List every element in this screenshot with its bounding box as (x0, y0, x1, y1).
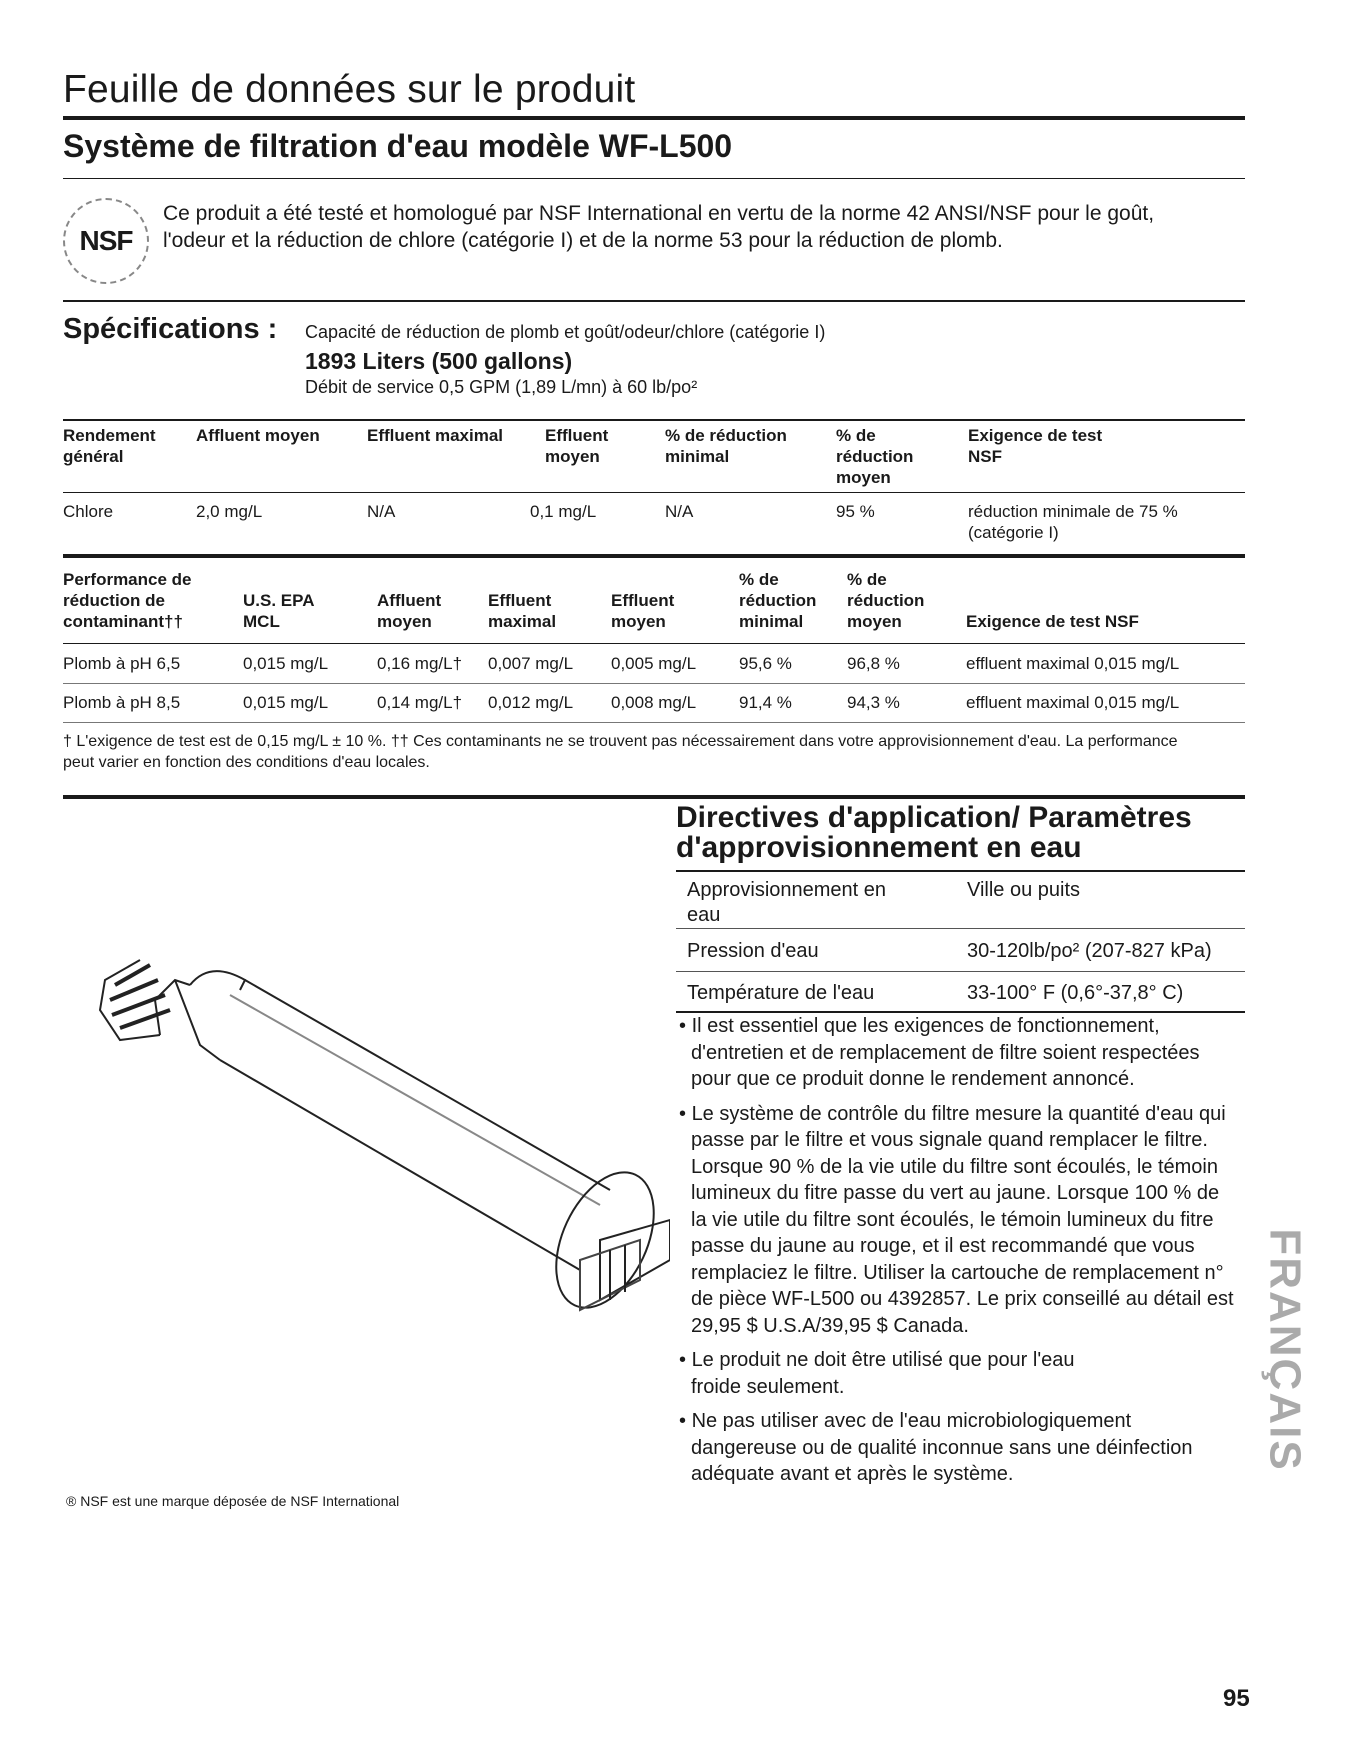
table2-cell: effluent maximal 0,015 mg/L (966, 654, 1180, 673)
table1-header: Effluent moyen (545, 426, 609, 466)
divider (63, 178, 1245, 179)
table2-cell: 94,3 % (847, 693, 900, 712)
section-rule (63, 795, 1245, 799)
param-rule (676, 928, 1245, 929)
table1-header-rule (63, 492, 1245, 493)
table1-cell: 0,1 mg/L (530, 502, 597, 521)
spec-capacity-label: Capacité de réduction de plomb et goût/odeur/chlore (catégorie I) (305, 322, 826, 342)
list-item: • Le système de contrôle du filtre mesure la quantité d'eau qui passe par le filtre et vous signale quand remplacer le filtre. Lorsque 90 % de la vie utile du filtre sont écoulés, le témoin lumineux du fitre passe du vert au jaune. Lorsque 100 % de la vie utile du filtre sont écoulés, le témoin lumineux du fitre passe du jaune au rouge, et il est recommandé que vous remplaciez le filtre. Utiliser la cartouche de remplacement n° de pièce WF-L500 ou 4392857. Le prix conseillé au détail est 29,95 $ U.S.A/39,95 $ Canada. (677, 1101, 1237, 1340)
table1-header: Rendement général (63, 426, 156, 466)
table2-cell: 0,012 mg/L (488, 693, 574, 712)
table1-header: Affluent moyen (196, 426, 320, 445)
table1-cell: 2,0 mg/L (196, 502, 263, 521)
language-tab: FRANÇAIS (1261, 1228, 1311, 1472)
table2-header: % de réduction moyen (847, 570, 925, 631)
model-title: Système de filtration d'eau modèle WF-L500 (63, 128, 733, 164)
spec-flow: Débit de service 0,5 GPM (1,89 L/mn) à 60 lb/po² (305, 377, 698, 397)
directives-title: Directives d'application/ Paramètres d'approvisionnement en eau (676, 801, 1192, 864)
table1-header: % de réduction minimal (665, 426, 787, 466)
table2-cell: Plomb à pH 6,5 (63, 654, 181, 673)
footnote: † L'exigence de test est de 0,15 mg/L ± 10 %. †† Ces contaminants ne se trouvent pas nécessairement dans votre approvisionnement d'eau. La performance peut varier en fonction des conditions d'eau locales. (63, 733, 1178, 771)
table1-top-rule (63, 419, 1245, 421)
title-rule (63, 116, 1245, 120)
list-item: • Il est essentiel que les exigences de fonctionnement, d'entretien et de remplacement de filtre soient respectées pour que ce produit donne le rendement annoncé. (677, 1013, 1237, 1093)
table2-cell: 96,8 % (847, 654, 900, 673)
table2-header: Affluent moyen (377, 591, 442, 631)
directives-list (677, 1013, 1237, 1496)
table2-cell: 0,16 mg/L† (377, 654, 463, 673)
table2-header: Performance de réduction de contaminant†† (63, 570, 192, 631)
filter-cartridge-illustration (80, 940, 670, 1360)
list-item: • Ne pas utiliser avec de l'eau microbiologiquement dangereuse ou de qualité inconnue sans une déinfection adéquate avant et après le système. (677, 1408, 1211, 1488)
table2-cell: 0,008 mg/L (611, 693, 697, 712)
table1-cell: 95 % (836, 502, 875, 521)
table1-cell: réduction minimale de 75 % (catégorie I) (968, 502, 1178, 542)
page-title: Feuille de données sur le produit (63, 68, 636, 111)
param-rule (676, 971, 1245, 972)
table2-cell: 91,4 % (739, 693, 792, 712)
divider (63, 300, 1245, 302)
specifications-heading: Spécifications : (63, 313, 278, 345)
param-value: 33-100° F (0,6°-37,8° C) (967, 982, 1184, 1004)
nsf-intro: Ce produit a été testé et homologué par NSF International en vertu de la norme 42 ANSI/NSF pour le goût, l'odeur et la réduction de chlore (catégorie I) et de la norme 53 pour la réduction de plomb. (163, 202, 1155, 252)
spec-capacity: 1893 Liters (500 gallons) (305, 348, 573, 374)
table2-cell: 0,015 mg/L (243, 693, 329, 712)
directives-rule (676, 870, 1245, 872)
table2-row-rule (63, 683, 1245, 684)
table1-header: % de réduction moyen (836, 426, 914, 487)
trademark-note: ® NSF est une marque déposée de NSF International (66, 1493, 400, 1509)
param-label: Approvisionnement en eau (687, 879, 887, 926)
param-value: 30-120lb/po² (207-827 kPa) (967, 940, 1212, 962)
table2-cell: effluent maximal 0,015 mg/L (966, 693, 1180, 712)
table2-cell: 0,005 mg/L (611, 654, 697, 673)
param-label: Température de l'eau (687, 982, 875, 1004)
table2-cell: 0,015 mg/L (243, 654, 329, 673)
table2-header: Effluent moyen (611, 591, 675, 631)
param-label: Pression d'eau (687, 940, 819, 962)
table1-header: Exigence de test NSF (968, 426, 1103, 466)
table2-header: Exigence de test NSF (966, 612, 1139, 631)
table2-cell: 95,6 % (739, 654, 792, 673)
table2-bottom-rule (63, 722, 1245, 723)
table2-header: % de réduction minimal (739, 570, 817, 631)
table1-cell: N/A (367, 502, 396, 521)
table2-cell: 0,14 mg/L† (377, 693, 463, 712)
table1-cell: N/A (665, 502, 694, 521)
table2-cell: 0,007 mg/L (488, 654, 574, 673)
table2-header: U.S. EPA MCL (243, 591, 314, 631)
table2-cell: Plomb à pH 8,5 (63, 693, 181, 712)
table1-header: Effluent maximal (367, 426, 504, 445)
table2-header-rule (63, 643, 1245, 644)
nsf-logo: NSF (63, 198, 149, 284)
table2-header: Effluent maximal (488, 591, 557, 631)
table2-top-rule (63, 554, 1245, 558)
param-value: Ville ou puits (967, 879, 1081, 901)
table1-cell: Chlore (63, 502, 114, 521)
list-item: • Le produit ne doit être utilisé que pour l'eau froide seulement. (677, 1347, 1091, 1400)
page-number: 95 (1223, 1685, 1250, 1712)
